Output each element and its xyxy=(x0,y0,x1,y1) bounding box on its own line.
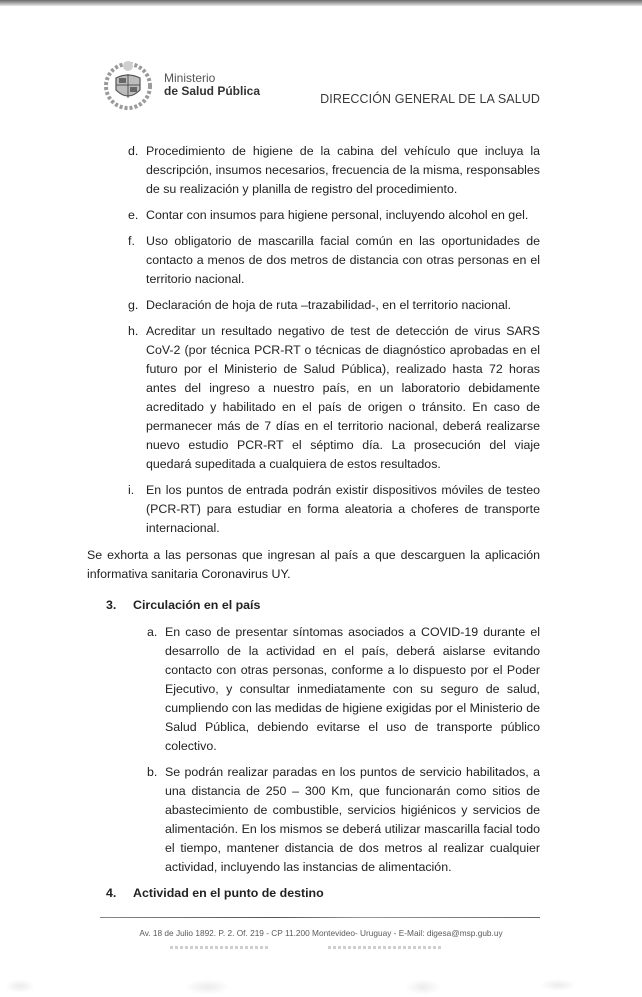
list-item-text: Procedimiento de higiene de la cabina del vehículo que incluya la descripción, insumos necesarios, frecuencia de la misma, responsables de su realización y planilla de registro del procedimiento. xyxy=(146,144,540,196)
scan-smudge xyxy=(405,979,441,995)
list-item xyxy=(128,296,540,315)
faded-footer-line xyxy=(170,946,270,949)
section-4-title: Actividad en el punto de destino xyxy=(133,886,324,900)
list-item xyxy=(128,322,540,474)
list-item xyxy=(147,623,540,756)
list-item xyxy=(128,232,540,289)
list-item-text: Declaración de hoja de ruta –trazabilidad-, en el territorio nacional. xyxy=(146,298,512,312)
section-3-number: 3. xyxy=(106,598,117,612)
exhortation-paragraph: Se exhorta a las personas que ingresan al país a que descarguen la aplicación informativa sanitaria Coronavirus UY. xyxy=(87,548,540,581)
scan-smudge xyxy=(185,979,230,995)
section-3-heading xyxy=(106,596,540,615)
list-item-label: g. xyxy=(128,298,139,312)
list-item-label: d. xyxy=(128,144,139,158)
list-item-label: a. xyxy=(147,625,158,639)
section-3-title: Circulación en el país xyxy=(133,598,261,612)
document-body xyxy=(0,142,642,903)
scan-smudge xyxy=(5,979,35,993)
footer-divider xyxy=(100,917,540,918)
faded-footer-line xyxy=(328,946,443,949)
department-title: DIRECCIÓN GENERAL DE LA SALUD xyxy=(320,92,540,106)
footer xyxy=(0,917,642,977)
list-item-text: Se podrán realizar paradas en los puntos de servicio habilitados, a una distancia de 250 – 300 Km, que funcionarán como sitios de abastecimiento de combustible, servicios higiénicos y servicios de alimentación. En los mismos se deberá utilizar mascarilla facial todo el tiempo, mantener distancia de dos metros al realizar cualquier actividad, incluyendo las instancias de alimentación. xyxy=(165,765,540,874)
list-item-label: i. xyxy=(128,483,135,497)
list-item-text: Acreditar un resultado negativo de test de detección de virus SARS CoV-2 (por técnica PCR-RT o técnicas de diagnóstico aprobadas en el futuro por el Ministerio de Salud Pública), realizado hasta 72 horas antes del ingreso a nuestro país, en un laboratorio debidamente acreditado y habilitado en el país de origen o tránsito. En caso de permanecer más de 7 días en el territorio nacional, deberá realizarse nuevo estudio PCR-RT el séptimo día. La prosecución del viaje quedará supeditada a cualquiera de estos resultados. xyxy=(146,324,540,471)
list-item xyxy=(128,142,540,199)
list-item xyxy=(147,763,540,877)
list-item xyxy=(128,481,540,538)
faded-footer-row xyxy=(0,946,642,954)
letterhead xyxy=(0,6,642,120)
list-item-label: h. xyxy=(128,324,139,338)
ministry-line-2: de Salud Pública xyxy=(164,84,261,98)
list-item-text: Uso obligatorio de mascarilla facial común en las oportunidades de contacto a menos de dos metros de distancia con otras personas en el territorio nacional. xyxy=(146,234,540,286)
coat-of-arms-icon xyxy=(102,58,154,110)
list-item-text: En caso de presentar síntomas asociados a COVID-19 durante el desarrollo de la actividad en el país, deberá aislarse evitando contacto con otras personas, conforme a lo dispuesto por el Poder Ejecutivo, y consultar inmediatamente con su seguro de salud, cumpliendo con las medidas de higiene exigidas por el Ministerio de Salud Pública, debiendo evitarse el uso de transporte público colectivo. xyxy=(165,625,540,753)
scan-smudges xyxy=(0,977,642,997)
list-item-label: b. xyxy=(147,765,158,779)
list-item xyxy=(128,206,540,225)
scan-smudge xyxy=(540,979,576,991)
footer-address: Av. 18 de Julio 1892. P. 2. Of. 219 - CP 11.200 Montevideo- Uruguay - E-Mail: digesa@msp.gub.uy xyxy=(139,928,503,938)
section-4-number: 4. xyxy=(106,886,117,900)
list-item-label: f. xyxy=(128,234,135,248)
list-item-label: e. xyxy=(128,208,139,222)
ministry-line-1: Ministerio xyxy=(164,71,216,85)
section-4-heading xyxy=(106,884,540,903)
ministry-name xyxy=(164,72,260,98)
list-item-text: En los puntos de entrada podrán existir dispositivos móviles de testeo (PCR-RT) para estudiar en forma aleatoria a choferes de transporte internacional. xyxy=(146,483,540,535)
list-item-text: Contar con insumos para higiene personal, incluyendo alcohol en gel. xyxy=(146,208,529,222)
